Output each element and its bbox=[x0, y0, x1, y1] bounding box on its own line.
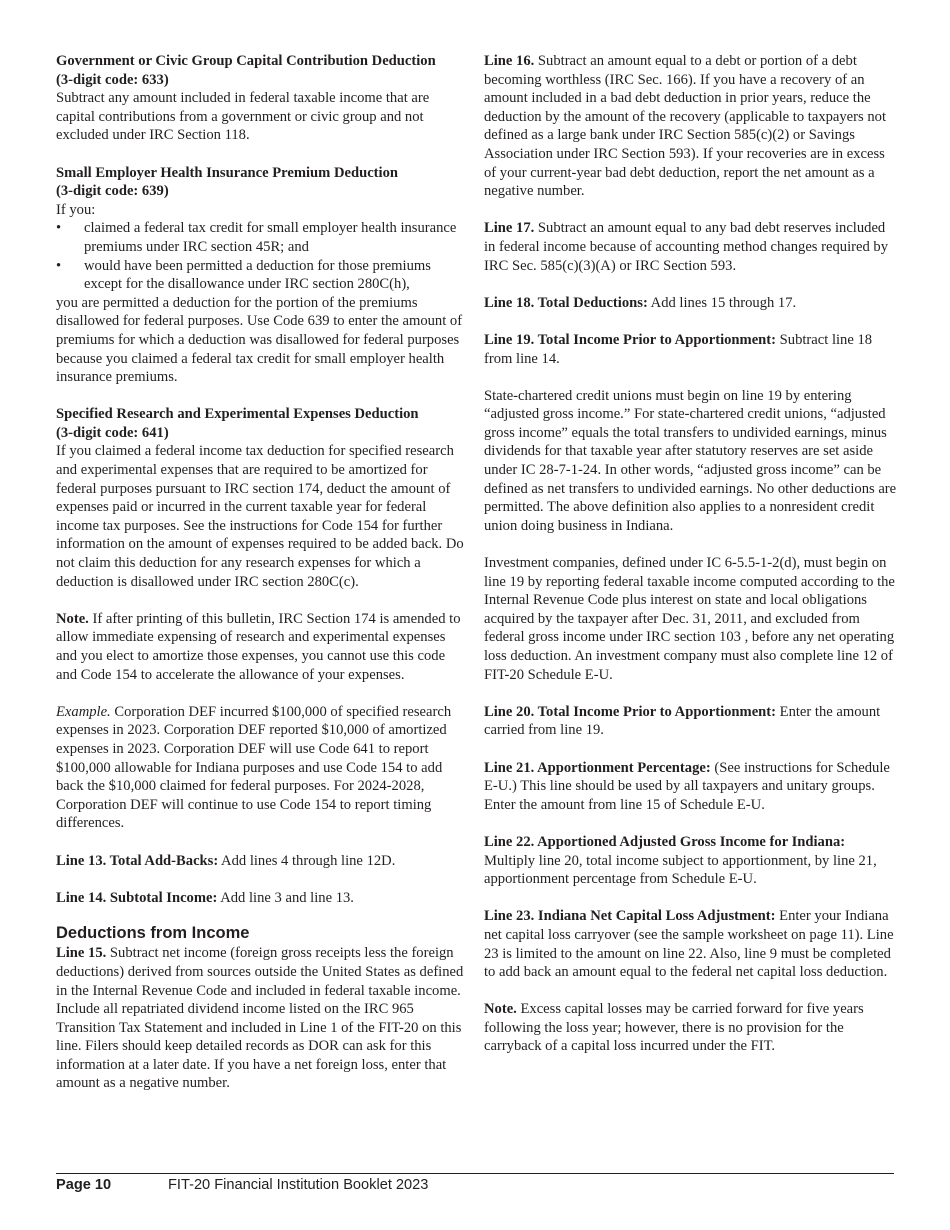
line-13-label: Line 13. Total Add-Backs: bbox=[56, 852, 219, 869]
bullet-item: • claimed a federal tax credit for small employer health insurance premiums under IRC section 45R; and bbox=[56, 219, 468, 256]
health-premium-intro: If you: bbox=[56, 201, 96, 218]
gov-contribution-section bbox=[56, 52, 468, 145]
page-number: Page 10 bbox=[56, 1177, 112, 1193]
research-body: If you claimed a federal income tax deduction for specified research and experimental expenses that are required to be amortized for federal purposes pursuant to IRC section 174, deduct the amount of expenses paid or incurred in the current taxable year for federal income tax purposes. See the instructions for Code 154 for further information on the amount of expenses required to be added back. Do not claim this deduction for any research expenses for which a deduction is disallowed under IRC section 280C(c). bbox=[56, 443, 464, 590]
line-19-label: Line 19. Total Income Prior to Apportionment: bbox=[484, 331, 777, 348]
line-21-label: Line 21. Apportionment Percentage: bbox=[484, 759, 711, 776]
footer-divider bbox=[56, 1173, 894, 1174]
gov-contribution-code: (3-digit code: 633) bbox=[56, 71, 169, 88]
health-premium-heading: Small Employer Health Insurance Premium Deduction bbox=[56, 164, 399, 181]
right-column bbox=[484, 52, 898, 1075]
line-21 bbox=[484, 759, 898, 815]
line-20-label: Line 20. Total Income Prior to Apportionment: bbox=[484, 703, 777, 720]
line-13 bbox=[56, 852, 468, 871]
line-22 bbox=[484, 833, 898, 889]
line-22-label: Line 22. Apportioned Adjusted Gross Income for Indiana: bbox=[484, 833, 846, 850]
line-16-text: Subtract an amount equal to a debt or portion of a debt becoming worthless (IRC Sec. 166). If you have a recovery of an amount included in a bad debt deduction in prior years, reduce the deduction by the amount of the recovery (applicable to taxpayers not defined as a large bank under IRC Section 585(c)(2) or Savings Association under IRC Section 593). If your recoveries are in excess of your current-year bad debt deduction, report the net amount as a negative number. bbox=[484, 53, 886, 200]
research-code: (3-digit code: 641) bbox=[56, 424, 169, 441]
line-23 bbox=[484, 907, 898, 981]
line-17-label: Line 17. bbox=[484, 220, 535, 237]
line-15-text: Subtract net income (foreign gross receipts less the foreign deductions) derived from sources outside the United States as defined in the Internal Revenue Code and included in federal taxable income. Include all repatriated dividend income listed on the IRC 965 Transition Tax Statement and included in Line 1 of the FIT-20 on this line. Filers should keep detailed records as DOR can ask for this information at a later date. If you have a net foreign loss, enter that amount as a negative number. bbox=[56, 945, 464, 1092]
line-19 bbox=[484, 331, 898, 368]
line-17-text: Subtract an amount equal to any bad debt reserves included in federal income because of accounting method changes required by IRC Sec. 585(c)(3)(A) or IRC Section 593. bbox=[484, 220, 889, 274]
health-premium-section bbox=[56, 164, 468, 220]
capital-loss-note bbox=[484, 1000, 898, 1056]
line-14-text: Add line 3 and line 13. bbox=[217, 889, 354, 906]
line-14 bbox=[56, 889, 468, 908]
note-text: If after printing of this bulletin, IRC Section 174 is amended to allow immediate expensing of research and experimental expenses and you elect to amortize those expenses, you cannot use this code and Code 154 to accelerate the allowance of your expenses. bbox=[56, 610, 461, 683]
booklet-title: FIT-20 Financial Institution Booklet 2023 bbox=[168, 1177, 429, 1193]
line-13-text: Add lines 4 through line 12D. bbox=[218, 852, 396, 869]
line-16 bbox=[484, 52, 898, 201]
research-section bbox=[56, 405, 468, 591]
health-premium-bullets bbox=[56, 219, 468, 293]
line-20-text: Enter the amount carried from line 19. bbox=[484, 703, 881, 739]
line-19-text: Subtract line 18 from line 14. bbox=[484, 331, 873, 367]
line-16-label: Line 16. bbox=[484, 53, 535, 69]
gov-contribution-body: Subtract any amount included in federal taxable income that are capital contributions from a government or civic group and not excluded under IRC Section 118. bbox=[56, 90, 430, 144]
line-20 bbox=[484, 703, 898, 740]
line-15 bbox=[56, 944, 468, 1093]
line-18-text: Add lines 15 through 17. bbox=[647, 294, 797, 311]
capital-loss-note-text: Excess capital losses may be carried forward for five years following the loss year; however, there is no provision for the carryback of a capital loss incurred under the FIT. bbox=[484, 1001, 864, 1055]
capital-loss-note-label: Note. bbox=[484, 1001, 517, 1018]
gov-contribution-heading: Government or Civic Group Capital Contribution Deduction bbox=[56, 53, 436, 69]
example-text: Corporation DEF incurred $100,000 of specified research expenses in 2023. Corporation DEF reported $10,000 of amortized expenses in 2023. Corporation DEF will use Code 641 to report $100,000 allowable for Indiana purposes and use Code 154 to add back the $10,000 claimed for federal purposes. For 2024-2028, Corporation DEF will continue to use Code 154 to report timing differences. bbox=[56, 703, 452, 832]
credit-union-paragraph: State-chartered credit unions must begin on line 19 by entering “adjusted gross income.” For state-chartered credit unions, “adjusted gross income” equals the total transfers to undivided earnings, minus dividends for that taxable year after statutory reserves are set aside under IC 28-7-1-24. In other words, “adjusted gross income” can be defined as net transfers to undivided earnings. No other deductions are permitted. The above definition also applies to a nonresident credit union doing business in Indiana. bbox=[484, 387, 897, 534]
health-premium-body: you are permitted a deduction for the portion of the premiums disallowed for federal purposes. Use Code 639 to enter the amount of premiums for which a deduction was disallowed for federal purposes because you claimed a federal tax credit for small employer health insurance premiums. bbox=[56, 294, 463, 386]
example-label: Example. bbox=[56, 703, 111, 720]
line-18-label: Line 18. Total Deductions: bbox=[484, 294, 648, 311]
line-22-text: Multiply line 20, total income subject to apportionment, by line 21, apportionment percentage from Schedule E-U. bbox=[484, 852, 877, 888]
section-heading-deductions: Deductions from Income bbox=[56, 924, 250, 943]
line-23-text: Enter your Indiana net capital loss carryover (see the sample worksheet on page 11). Line 23 is limited to the amount on line 22. Also, line 9 must be completed to add back an amount equal to the federal net capital loss deduction. bbox=[484, 908, 894, 981]
example-paragraph bbox=[56, 703, 468, 833]
line-23-label: Line 23. Indiana Net Capital Loss Adjustment: bbox=[484, 908, 776, 925]
investment-company-paragraph: Investment companies, defined under IC 6-5.5-1-2(d), must begin on line 19 by reporting federal taxable income computed according to the Internal Revenue Code plus interest on state and local obligations acquired by the taxpayer after Dec. 31, 2011, and excluded from federal gross income under IRC section 103 , before any net operating loss deduction. An investment company must also complete line 12 of FIT-20 Schedule E-U. bbox=[484, 555, 895, 683]
line-17 bbox=[484, 219, 898, 275]
line-14-label: Line 14. Subtotal Income: bbox=[56, 889, 218, 906]
line-18 bbox=[484, 294, 898, 313]
note-label: Note. bbox=[56, 610, 89, 627]
line-15-label: Line 15. bbox=[56, 945, 107, 962]
line-21-text: (See instructions for Schedule E-U.) This line should be used by all taxpayers and unitary groups. Enter the amount from line 15 of Schedule E-U. bbox=[484, 759, 890, 813]
health-premium-code: (3-digit code: 639) bbox=[56, 183, 169, 200]
note-paragraph bbox=[56, 610, 468, 684]
research-heading: Specified Research and Experimental Expenses Deduction bbox=[56, 406, 419, 423]
left-column bbox=[56, 52, 468, 1112]
bullet-item: • would have been permitted a deduction for those premiums except for the disallowance under IRC section 280C(h), bbox=[56, 257, 468, 294]
